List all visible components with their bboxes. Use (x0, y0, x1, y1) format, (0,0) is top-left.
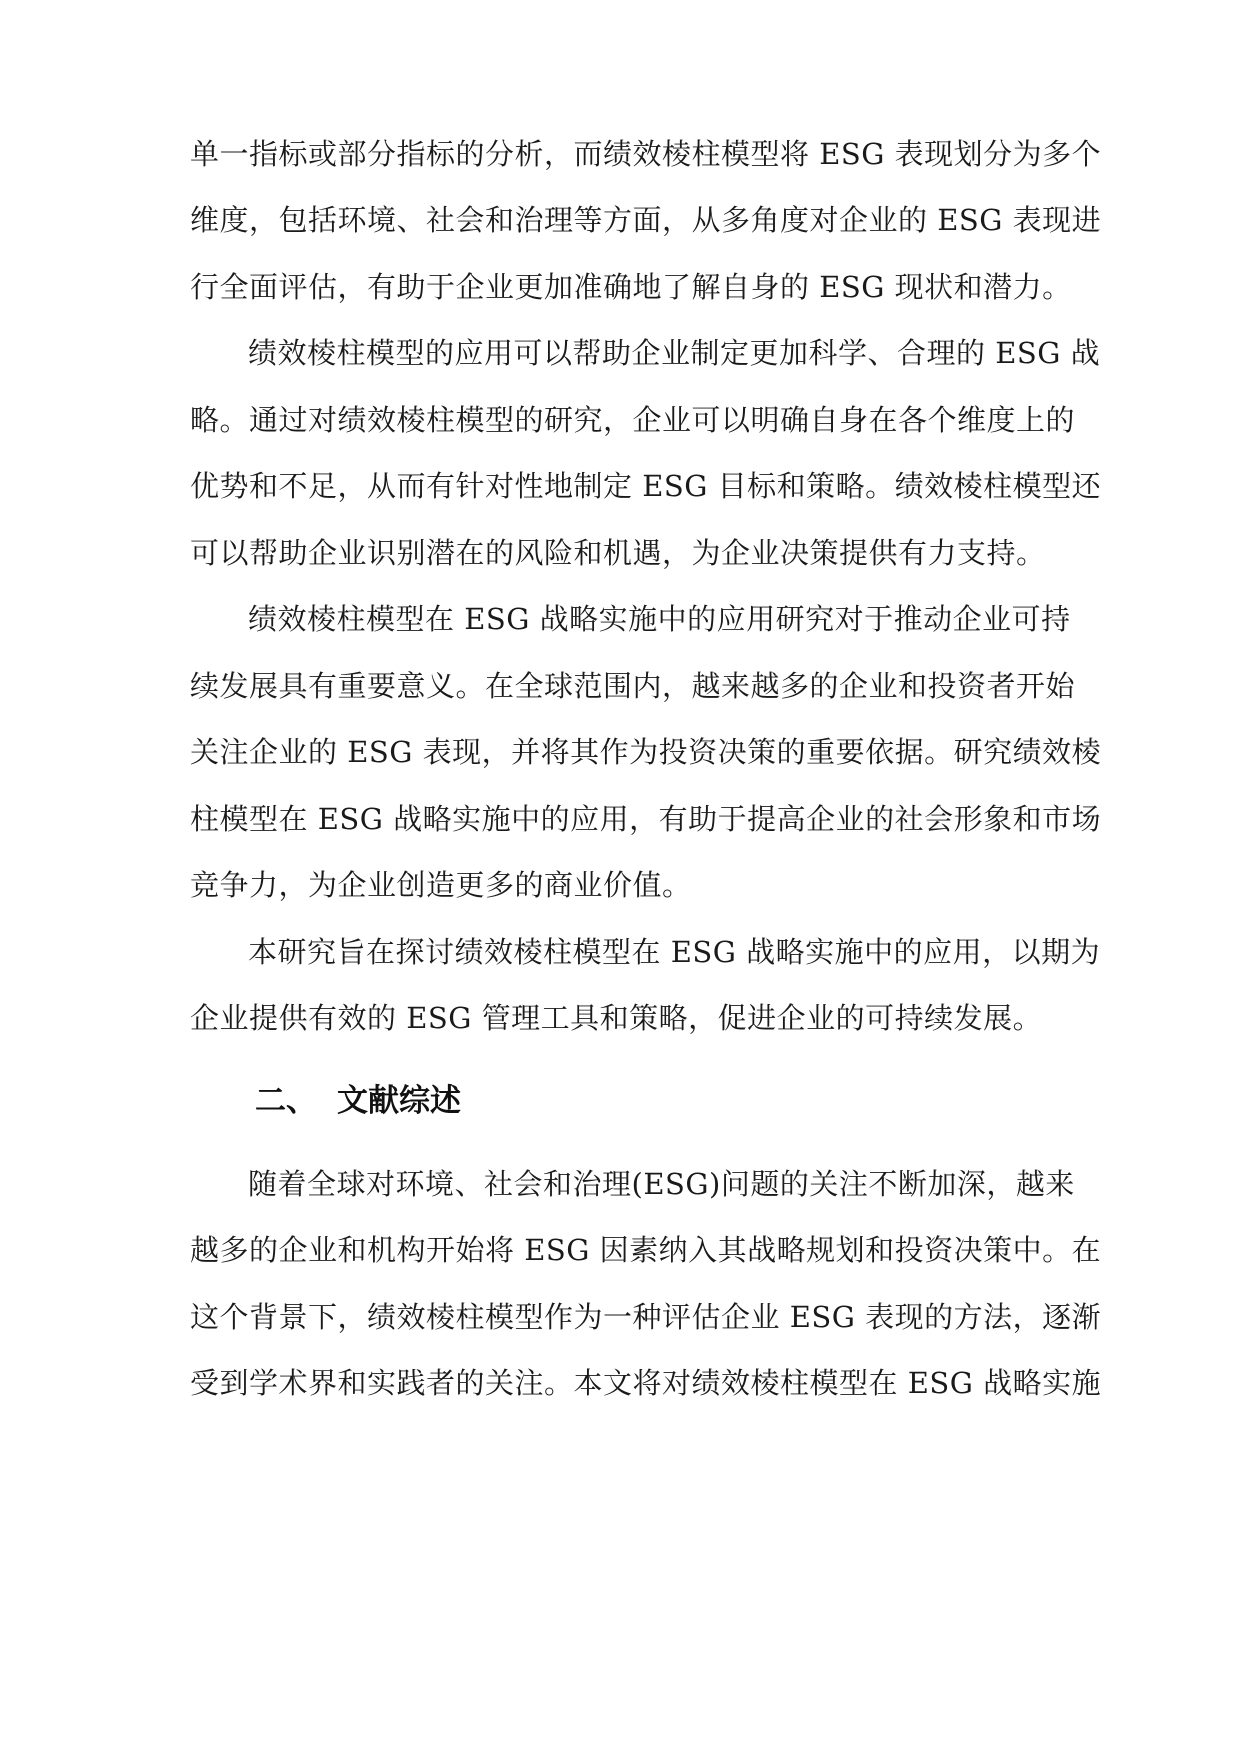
paragraph-line: 本研究旨在探讨绩效棱柱模型在 ESG 战略实施中的应用，以期为 (248, 935, 1101, 969)
paragraph-line: 行全面评估，有助于企业更加准确地了解自身的 ESG 现状和潜力。 (190, 270, 1072, 304)
paragraph-line: 绩效棱柱模型的应用可以帮助企业制定更加科学、合理的 ESG 战 (248, 336, 1101, 370)
paragraph-line: 越多的企业和机构开始将 ESG 因素纳入其战略规划和投资决策中。在 (190, 1233, 1102, 1267)
paragraph-line: 这个背景下，绩效棱柱模型作为一种评估企业 ESG 表现的方法，逐渐 (190, 1300, 1102, 1334)
paragraph-line: 优势和不足，从而有针对性地制定 ESG 目标和策略。绩效棱柱模型还 (190, 469, 1102, 503)
paragraph-line: 维度，包括环境、社会和治理等方面，从多角度对企业的 ESG 表现进 (190, 203, 1102, 237)
section-heading (255, 1081, 461, 1121)
paragraph-line: 竞争力，为企业创造更多的商业价值。 (190, 868, 692, 902)
section-title: 文献综述 (337, 1083, 461, 1119)
paragraph-line: 随着全球对环境、社会和治理(ESG)问题的关注不断加深，越来 (248, 1167, 1075, 1201)
paragraph-line: 柱模型在 ESG 战略实施中的应用，有助于提高企业的社会形象和市场 (190, 802, 1102, 836)
paragraph-line: 绩效棱柱模型在 ESG 战略实施中的应用研究对于推动企业可持 (248, 602, 1071, 636)
paragraph-line: 略。通过对绩效棱柱模型的研究，企业可以明确自身在各个维度上的 (190, 403, 1076, 437)
section-number: 二、 (255, 1083, 317, 1119)
paragraph-line: 企业提供有效的 ESG 管理工具和策略，促进企业的可持续发展。 (190, 1001, 1043, 1035)
paragraph-line: 单一指标或部分指标的分析，而绩效棱柱模型将 ESG 表现划分为多个 (190, 137, 1102, 171)
paragraph-line: 可以帮助企业识别潜在的风险和机遇，为企业决策提供有力支持。 (190, 536, 1046, 570)
paragraph-line: 续发展具有重要意义。在全球范围内，越来越多的企业和投资者开始 (190, 669, 1076, 703)
paragraph-line: 关注企业的 ESG 表现，并将其作为投资决策的重要依据。研究绩效棱 (190, 735, 1102, 769)
paragraph-line: 受到学术界和实践者的关注。本文将对绩效棱柱模型在 ESG 战略实施 (190, 1366, 1102, 1400)
